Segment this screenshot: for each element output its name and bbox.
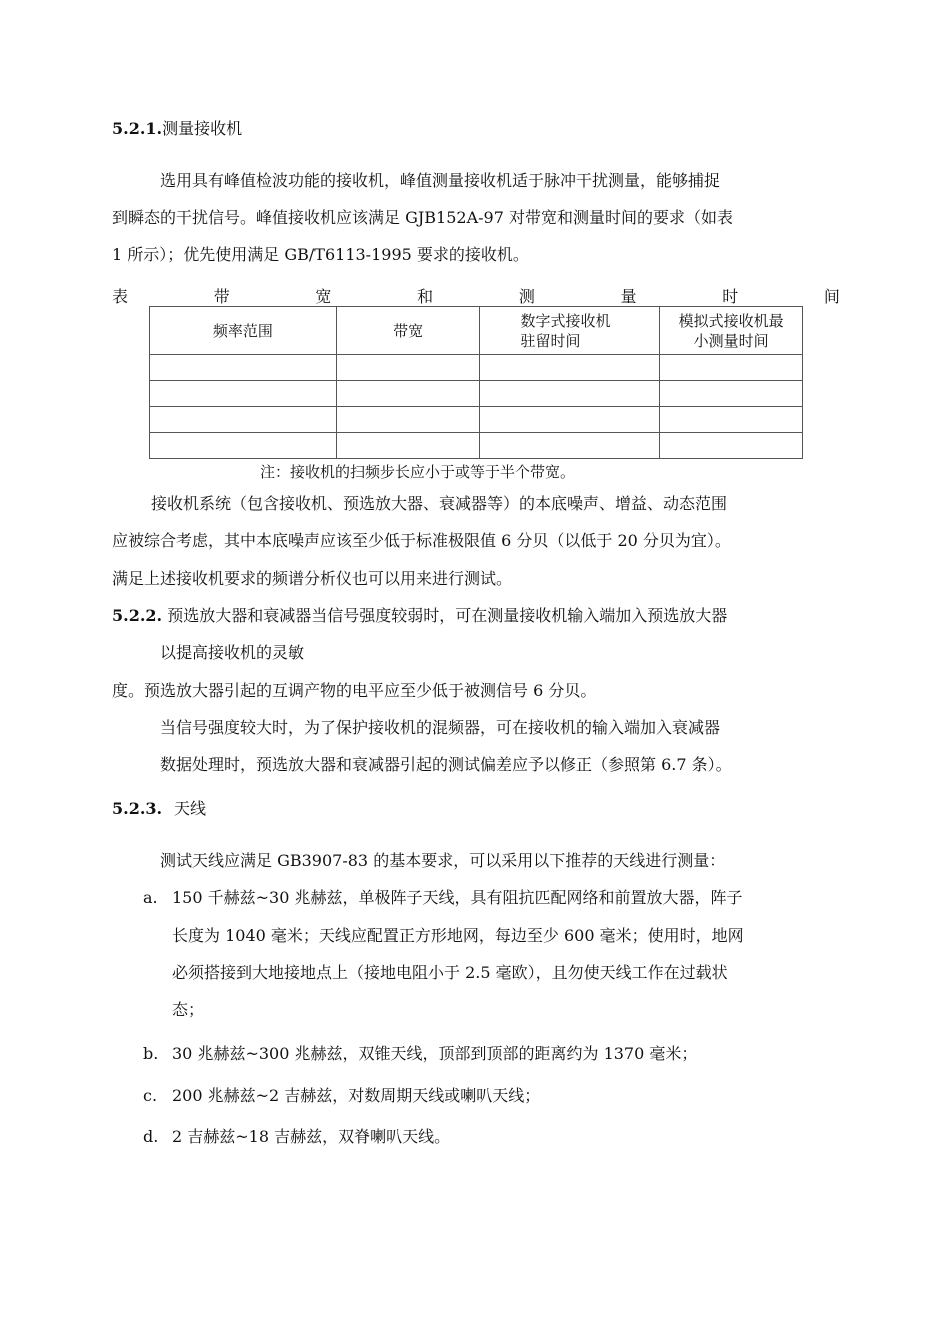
- section-5-2-3-heading: [112, 799, 162, 819]
- table-cell: [660, 433, 803, 459]
- list-item-line: 态；: [172, 1000, 205, 1019]
- caption-char: 宽: [315, 287, 332, 306]
- table-cell: [660, 407, 803, 433]
- paragraph-line: 1 所示）；优先使用满足 GB/T6113-1995 要求的接收机。: [112, 245, 529, 264]
- list-item-line: 2 吉赫兹~18 吉赫兹，双脊喇叭天线。: [172, 1127, 451, 1146]
- table-cell: [336, 433, 480, 459]
- caption-char: 带: [213, 287, 230, 306]
- paragraph-text: 预选放大器和衰减器当信号强度较弱时，可在测量接收机输入端加入预选放大器: [167, 606, 728, 625]
- list-item-line: 长度为 1040 毫米；天线应配置正方形地网，每边至少 600 毫米；使用时，地网: [172, 926, 744, 945]
- table-cell: [336, 355, 480, 381]
- list-label: a.: [143, 888, 158, 907]
- table-cell: [336, 381, 480, 407]
- paragraph-line: 测试天线应满足 GB3907-83 的基本要求，可以采用以下推荐的天线进行测量：: [160, 851, 726, 870]
- list-label: b.: [143, 1044, 159, 1063]
- table-row: [150, 407, 803, 433]
- table-cell: [660, 355, 803, 381]
- table-header-cell: 数字式接收机 驻留时间: [480, 307, 660, 355]
- paragraph-line: 到瞬态的干扰信号。峰值接收机应该满足 GJB152A-97 对带宽和测量时间的要求（如表: [112, 208, 733, 227]
- list-item-line: 150 千赫兹~30 兆赫兹，单极阵子天线，具有阻抗匹配网络和前置放大器，阵子: [172, 888, 743, 907]
- paragraph-line: 数据处理时，预选放大器和衰减器引起的测试偏差应予以修正（参照第 6.7 条）。: [160, 755, 732, 774]
- section-5-2-1-heading: [112, 119, 242, 139]
- section-number: 5.2.1.: [112, 119, 163, 138]
- section-title: 测量接收机: [162, 119, 243, 138]
- caption-char: 和: [417, 287, 434, 306]
- list-item-line: 30 兆赫兹~300 兆赫兹，双锥天线，顶部到顶部的距离约为 1370 毫米；: [172, 1044, 698, 1063]
- table-cell: [480, 381, 660, 407]
- table-caption: [112, 287, 840, 307]
- table-cell: [150, 355, 337, 381]
- section-5-2-2-line: [112, 606, 727, 626]
- paragraph-line: 满足上述接收机要求的频谱分析仪也可以用来进行测试。: [112, 569, 513, 588]
- list-item-line: 必须搭接到大地接地点上（接地电阻小于 2.5 毫欧），且勿使天线工作在过载状: [172, 963, 728, 982]
- caption-char: 时: [722, 287, 739, 306]
- paragraph-line: 接收机系统（包含接收机、预选放大器、衰减器等）的本底噪声、增益、动态范围: [151, 494, 728, 513]
- table-cell: [660, 381, 803, 407]
- caption-char: 测: [518, 287, 535, 306]
- caption-char: 量: [620, 287, 637, 306]
- table-header-cell: 频率范围: [150, 307, 337, 355]
- section-number: 5.2.3.: [112, 799, 163, 818]
- table-cell: [480, 433, 660, 459]
- table-cell: [480, 355, 660, 381]
- table-note: 注：接收机的扫频步长应小于或等于半个带宽。: [260, 463, 576, 481]
- table-header-cell: 带宽: [336, 307, 480, 355]
- table-row: [150, 433, 803, 459]
- section-number: 5.2.2.: [112, 606, 163, 625]
- paragraph-line: 当信号强度较大时，为了保护接收机的混频器，可在接收机的输入端加入衰减器: [160, 718, 721, 737]
- table-header-row: [150, 307, 803, 355]
- list-label: d.: [143, 1127, 159, 1146]
- paragraph-line: 以提高接收机的灵敏: [160, 643, 305, 662]
- table-cell: [150, 381, 337, 407]
- table-cell: [336, 407, 480, 433]
- list-label: c.: [143, 1086, 158, 1105]
- bandwidth-time-table: [149, 306, 803, 459]
- table-row: [150, 381, 803, 407]
- table-cell: [480, 407, 660, 433]
- paragraph-line: 应被综合考虑，其中本底噪声应该至少低于标准极限值 6 分贝（以低于 20 分贝为宜）。: [112, 531, 731, 550]
- table-header-cell: 模拟式接收机最 小测量时间: [660, 307, 803, 355]
- table-cell: [150, 407, 337, 433]
- table-row: [150, 355, 803, 381]
- paragraph-line: 选用具有峰值检波功能的接收机，峰值测量接收机适于脉冲干扰测量，能够捕捉: [160, 171, 721, 190]
- table-cell: [150, 433, 337, 459]
- section-title: 天线: [174, 799, 207, 818]
- caption-char: 表: [112, 287, 129, 306]
- list-item-line: 200 兆赫兹~2 吉赫兹，对数周期天线或喇叭天线；: [172, 1086, 541, 1105]
- paragraph-line: 度。预选放大器引起的互调产物的电平应至少低于被测信号 6 分贝。: [112, 681, 597, 700]
- caption-char: 间: [823, 287, 840, 306]
